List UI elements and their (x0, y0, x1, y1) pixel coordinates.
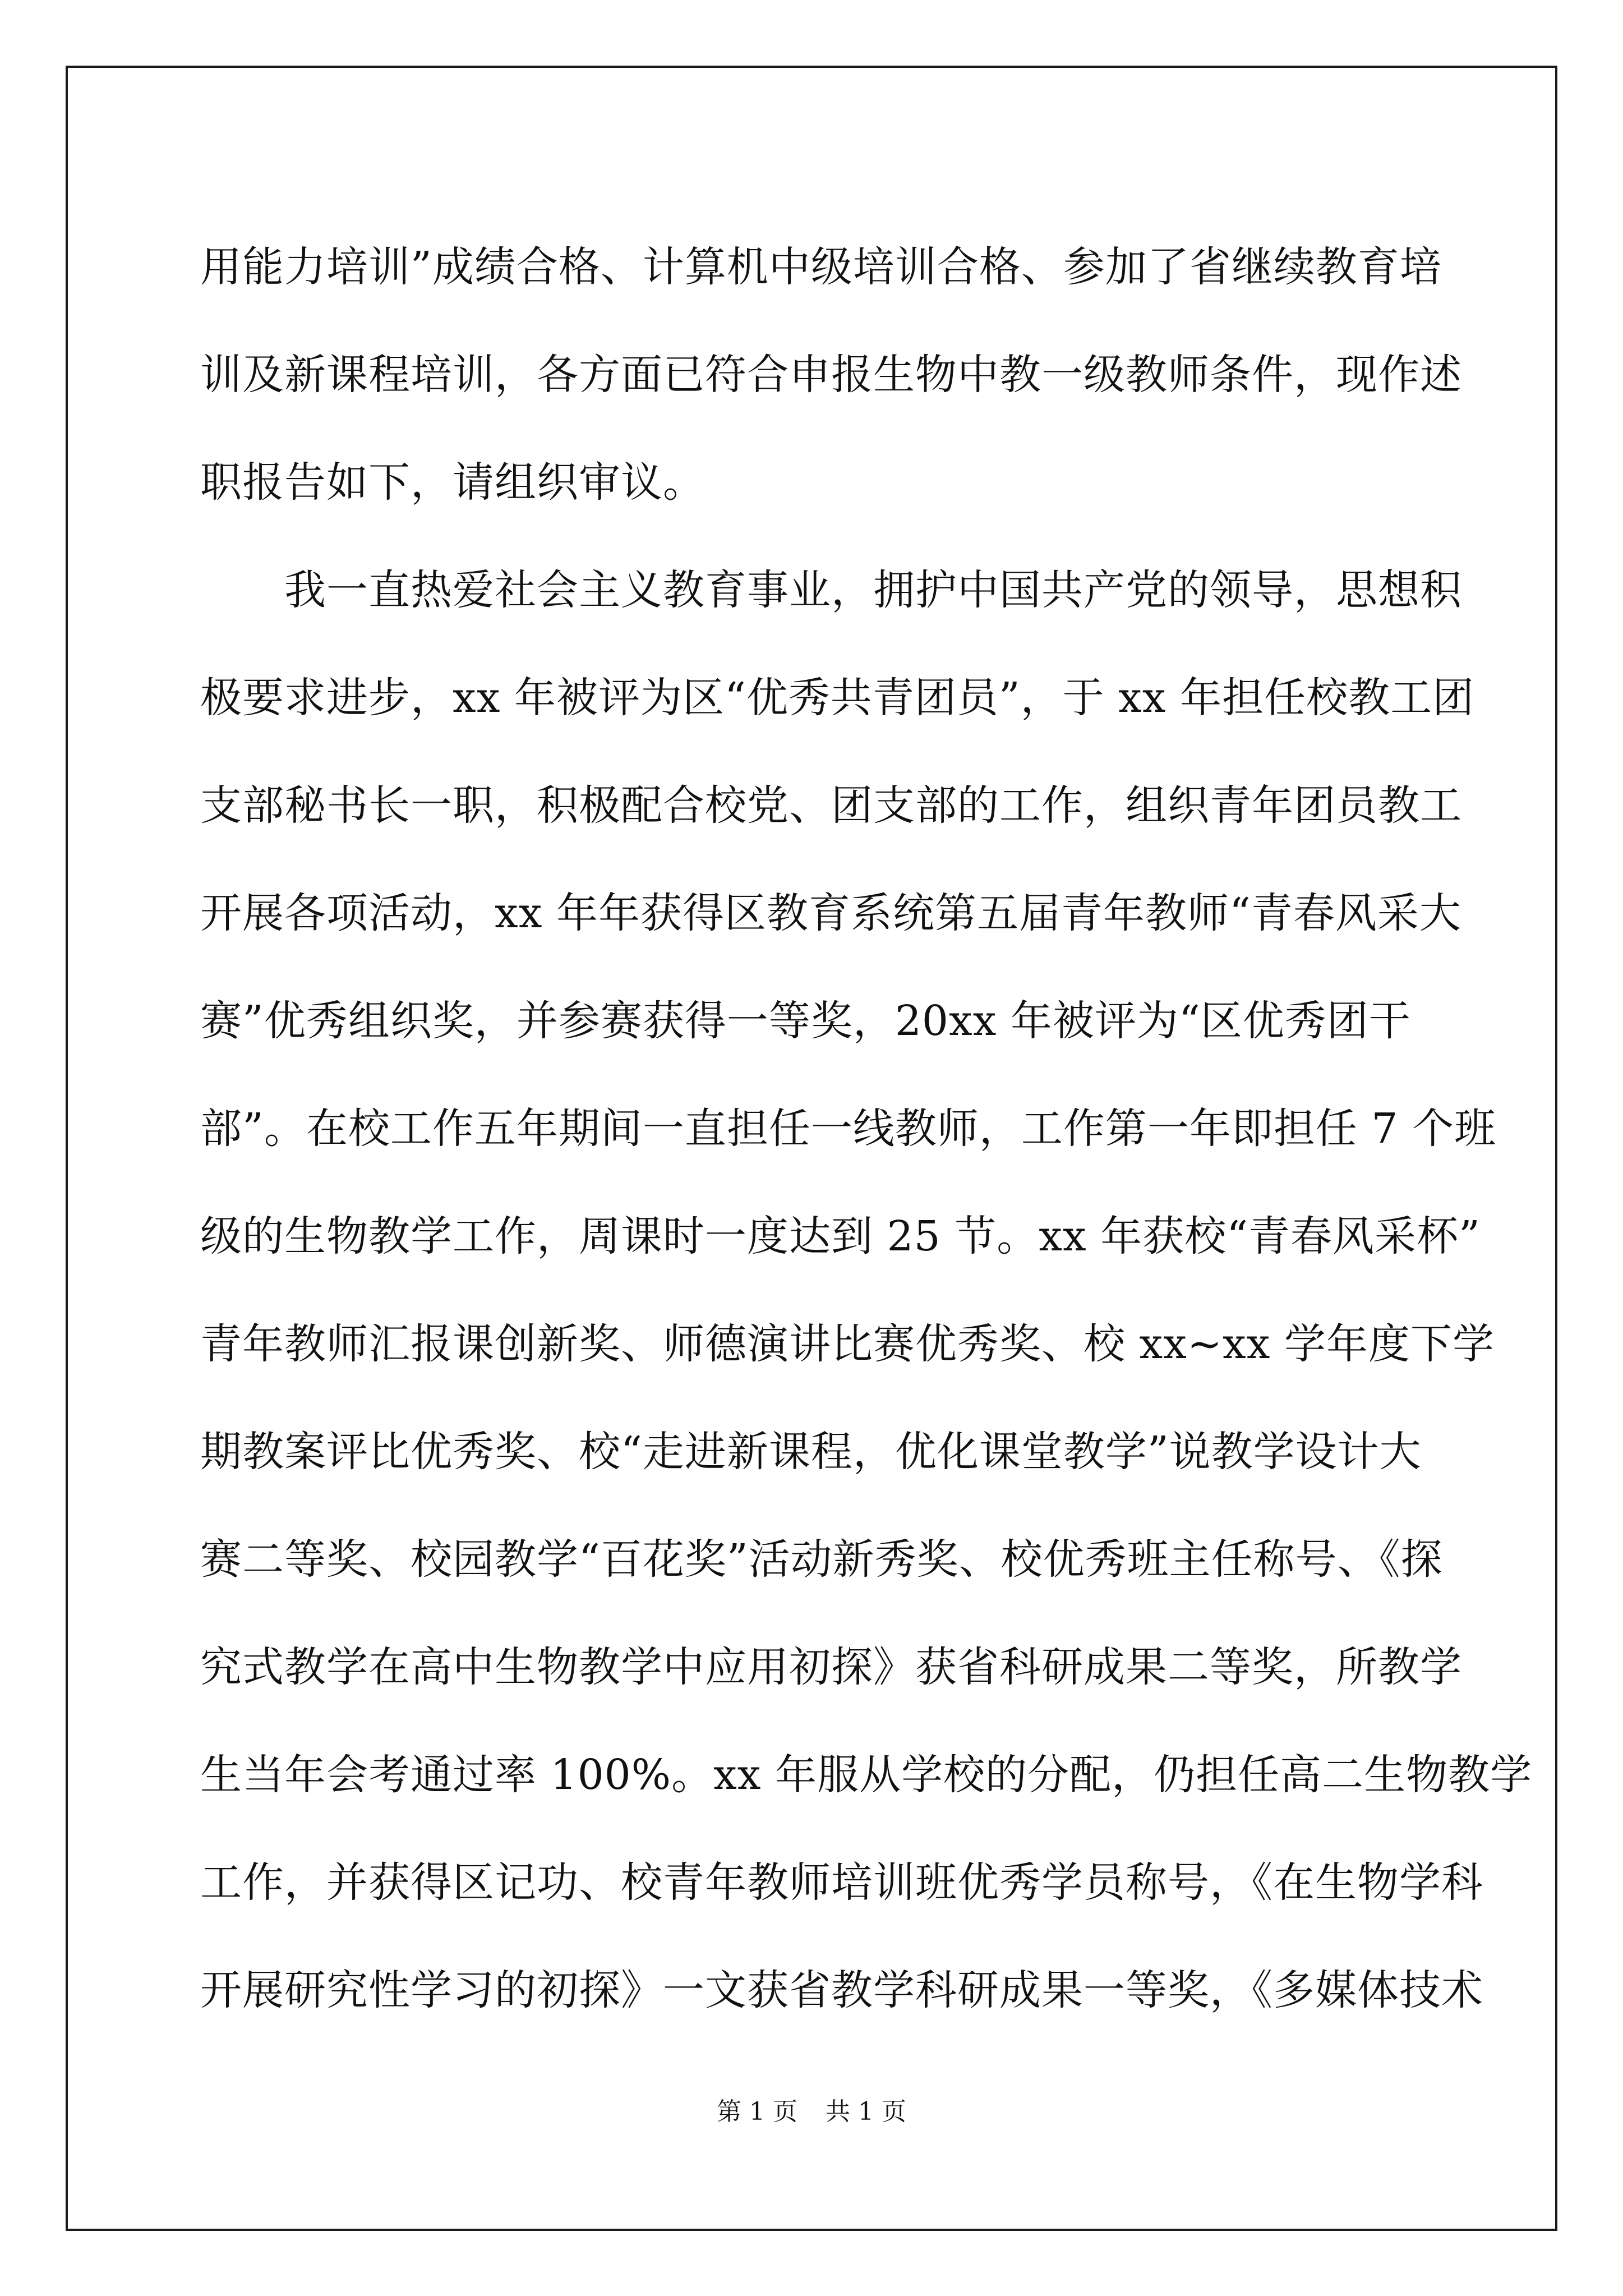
page-number-current: 第 1 页 (717, 2097, 797, 2126)
text-line: 究式教学在高中生物教学中应用初探》获省科研成果二等奖，所教学 (200, 1643, 1462, 1691)
text-line: 用能力培训”成绩合格、计算机中级培训合格、参加了省继续教育培 (200, 243, 1442, 291)
paragraph-first-line: 我一直热爱社会主义教育事业，拥护中国共产党的领导，思想积 (284, 566, 1462, 614)
text-line: 部”。在校工作五年期间一直担任一线教师，工作第一年即担任 7 个班 (200, 1105, 1496, 1153)
page-footer (0, 2095, 1623, 2129)
text-line: 职报告如下，请组织审议。 (200, 458, 705, 507)
text-line: 训及新课程培训，各方面已符合申报生物中教一级教师条件，现作述 (200, 351, 1462, 399)
text-line: 赛二等奖、校园教学“百花奖”活动新秀奖、校优秀班主任称号、《探 (200, 1535, 1443, 1584)
text-line: 支部秘书长一职，积极配合校党、团支部的工作，组织青年团员教工 (200, 781, 1462, 830)
text-line: 开展各项活动，xx 年年获得区教育系统第五届青年教师“青春风采大 (200, 889, 1461, 937)
text-line: 青年教师汇报课创新奖、师德演讲比赛优秀奖、校 xx~xx 学年度下学 (200, 1320, 1495, 1368)
text-line: 极要求进步，xx 年被评为区“优秀共青团员”，于 xx 年担任校教工团 (200, 674, 1475, 722)
text-line: 工作，并获得区记功、校青年教师培训班优秀学员称号，《在生物学科 (200, 1858, 1483, 1907)
document-body (200, 213, 1533, 2044)
text-line: 级的生物教学工作，周课时一度达到 25 节。xx 年获校“青春风采杯” (200, 1212, 1481, 1260)
text-line: 赛”优秀组织奖，并参赛获得一等奖，20xx 年被评为“区优秀团干 (200, 997, 1411, 1045)
text-line: 开展研究性学习的初探》一文获省教学科研成果一等奖，《多媒体技术 (200, 1966, 1483, 2014)
text-line: 生当年会考通过率 100%。xx 年服从学校的分配，仍担任高二生物教学 (200, 1751, 1533, 1799)
page-number-total: 共 1 页 (826, 2097, 906, 2126)
text-line: 期教案评比优秀奖、校“走进新课程，优化课堂教学”说教学设计大 (200, 1428, 1422, 1476)
